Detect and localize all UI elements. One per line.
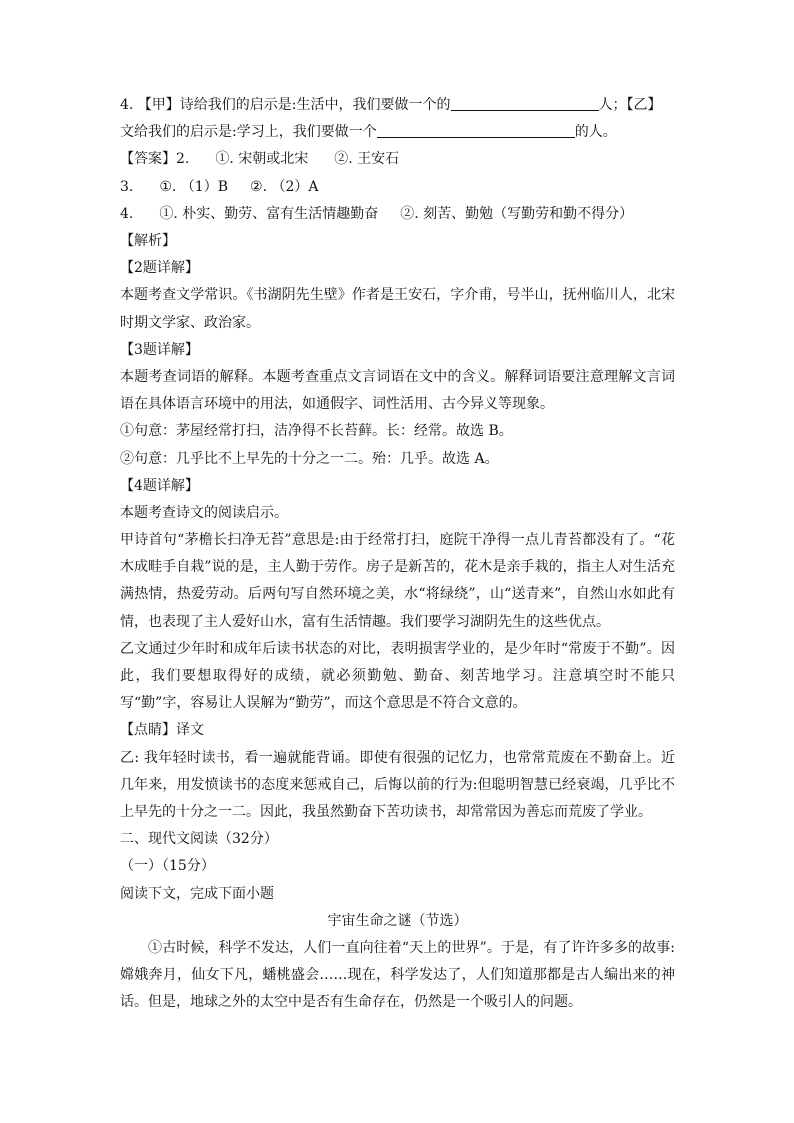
- q4-detail-heading: 【4题详解】: [120, 477, 199, 494]
- dianjing-translation: 乙: 我年轻时读书，看一遍就能背诵。即使有很强的记忆力，也常常荒废在不勤奋上。近几年来，用发愤读书的态度来惩戒自己，后悔以前的行为:但聪明智慧已经衰竭，几乎比不上早先的十分之一二。因此，我虽然勤奋下苦功读书，却常常因为善忘而荒废了学业。: [120, 749, 675, 821]
- answer-line-q2: [120, 146, 675, 173]
- q3-detail-item-1: ①句意：茅屋经常打扫，洁净得不长苔藓。长：经常。故选 B。: [120, 423, 513, 440]
- analysis-label: 【解析】: [120, 232, 176, 249]
- q4-detail-poem-analysis: 甲诗首句“茅檐长扫净无苔”意思是:由于经常打扫，庭院干净得一点儿青苔都没有了。“花木成畦手自栽”说的是，主人勤于劳作。房子是新苫的，花木是亲手栽的，指主人对生活充满热情，热爱劳动。后两句写自然环境之美，水“将绿绕”，山“送青来”，自然山水如此有情，也表现了主人爱好山水，富有生活情趣。我们要学习湖阴先生的这些优点。: [120, 532, 675, 630]
- answer-q4-option-1: ①. 朴实、勤劳、富有生活情趣勤奋: [159, 205, 379, 222]
- q4-text-c: 文给我们的启示是:学习上，我们要做一个: [120, 124, 377, 141]
- article-paragraph-1: ①古时候，科学不发达，人们一直向往着“天上的世界”。于是，有了许许多多的故事:嫦娥奔月，仙女下凡，蟠桃盛会……现在，科学发达了，人们知道那都是古人编出来的神话。但是，地球之外的太空中是否有生命存在，仍然是一个吸引人的问题。: [120, 940, 675, 1011]
- answer-q2-option-1: ①. 宋朝或北宋: [215, 151, 309, 168]
- answer-q3-option-1: ①. （1）B: [159, 178, 229, 195]
- q4-text-d: 的人。: [574, 124, 617, 141]
- section-2-title: 二、现代文阅读（32分）: [120, 831, 278, 848]
- q3-detail-text: 本题考查词语的解释。本题考查重点文言词语在文中的含义。解释词语要注意理解文言词语在具体语言环境中的用法，如通假字、词性活用、古今异义等现象。: [120, 368, 675, 413]
- q4-line-1: [120, 92, 675, 119]
- answer-line-q3: [120, 174, 675, 201]
- q3-detail-item-2: ②句意：几乎比不上早先的十分之一二。殆：几乎。故选 A。: [120, 450, 499, 467]
- dianjing-label: 【点睛】译文: [120, 722, 204, 739]
- answer-q4-option-2: ②. 刻苦、勤勉（写勤劳和勤不得分）: [400, 205, 634, 222]
- q4-text-a: 4. 【甲】诗给我们的启示是:生活中，我们要做一个的: [120, 97, 451, 113]
- q2-detail-heading: 【2题详解】: [120, 260, 199, 277]
- answer-q4-num: 4.: [120, 205, 134, 222]
- answer-q2-num: 2.: [176, 151, 190, 168]
- section-2-subtitle: （一）（15分）: [120, 858, 215, 875]
- q4-text-b: 人；【乙】: [598, 97, 662, 113]
- answer-q2-option-2: ②. 王安石: [334, 151, 400, 168]
- q4-line-2: [120, 119, 675, 146]
- q2-detail-text: 本题考查文学常识。《书湖阴先生壁》作者是王安石，字介甫，号半山，抚州临川人，北宋时期文学家、政治家。: [120, 287, 675, 331]
- answer-blank-2[interactable]: [377, 122, 575, 138]
- article-title: 宇宙生命之谜（节选）: [327, 912, 468, 929]
- answer-blank-1[interactable]: [451, 95, 599, 111]
- answer-q3-num: 3.: [120, 178, 134, 195]
- answer-line-q4: [120, 201, 675, 228]
- document-page: [120, 92, 675, 1017]
- section-2-instruction: 阅读下文，完成下面小题: [120, 885, 274, 902]
- answer-label: 【答案】: [120, 151, 176, 168]
- q4-detail-prose-analysis: 乙文通过少年时和成年后读书状态的对比，表明损害学业的，是少年时“常废于不勤”。因此，我们要想取得好的成绩，就必须勤勉、勤奋、刻苦地学习。注意填空时不能只写“勤”字，容易让人误解为“勤劳”，而这个意思是不符合文意的。: [120, 640, 675, 712]
- q3-detail-heading: 【3题详解】: [120, 341, 199, 358]
- answer-q3-option-2: ②. （2）A: [250, 178, 319, 195]
- q4-detail-intro: 本题考查诗文的阅读启示。: [120, 504, 288, 521]
